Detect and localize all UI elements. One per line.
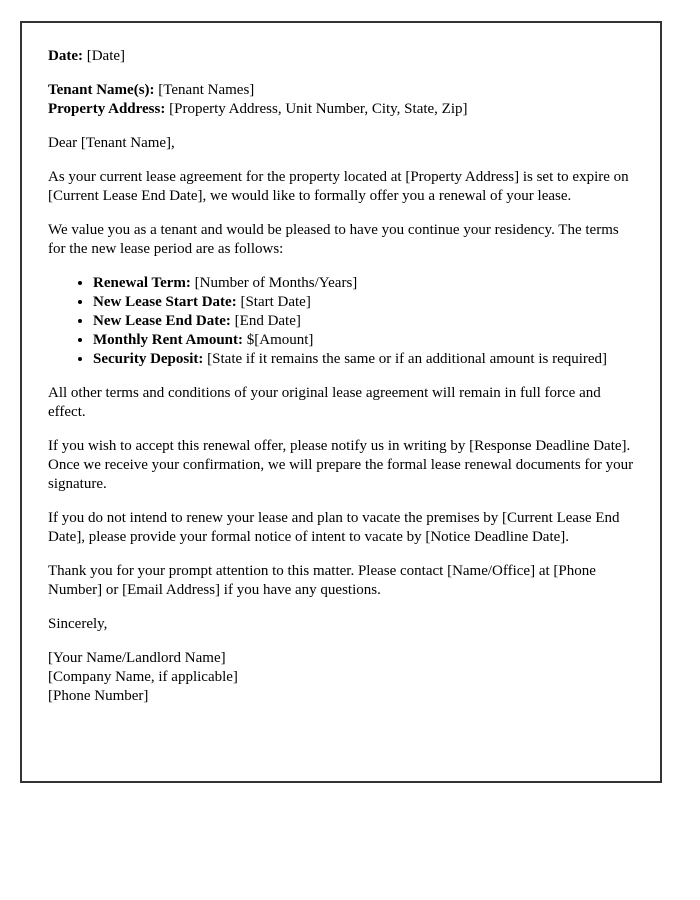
- signature-block: [48, 649, 634, 706]
- salutation: Dear [Tenant Name],: [48, 135, 175, 151]
- term-value: [State if it remains the same or if an additional amount is required]: [207, 351, 608, 367]
- lease-terms-list: [48, 274, 634, 369]
- signature-company: [Company Name, if applicable]: [48, 669, 238, 685]
- term-label: New Lease Start Date:: [93, 294, 237, 310]
- term-label: Monthly Rent Amount:: [93, 332, 244, 348]
- closing: Sincerely,: [48, 616, 108, 632]
- list-item-start-date: [93, 293, 634, 312]
- paragraph-intro: As your current lease agreement for the property located at [Property Address] is set to expire on [Current Lease End Date], we would like to formally offer you a renewal of your lease.: [48, 169, 629, 204]
- tenant-label: Tenant Name(s):: [48, 82, 155, 98]
- paragraph-value-tenant: We value you as a tenant and would be pleased to have you continue your residency. The terms for the new lease period are as follows:: [48, 222, 619, 257]
- list-item-security-deposit: [93, 350, 634, 369]
- date-value: [Date]: [86, 48, 126, 64]
- list-item-renewal-term: [93, 274, 634, 293]
- signature-phone: [Phone Number]: [48, 688, 149, 704]
- term-label: Security Deposit:: [93, 351, 204, 367]
- recipient-block: [48, 81, 634, 119]
- signature-name: [Your Name/Landlord Name]: [48, 650, 226, 666]
- property-address-value: [Property Address, Unit Number, City, State, Zip]: [169, 101, 468, 117]
- list-item-rent-amount: [93, 331, 634, 350]
- paragraph-other-terms: All other terms and conditions of your original lease agreement will remain in full force and effect.: [48, 385, 601, 420]
- date-line: [48, 47, 634, 66]
- property-address-label: Property Address:: [48, 101, 166, 117]
- paragraph-vacate: If you do not intend to renew your lease and plan to vacate the premises by [Current Lease End Date], please provide your formal notice of intent to vacate by [Notice Deadline Date].: [48, 510, 620, 545]
- list-item-end-date: [93, 312, 634, 331]
- term-label: Renewal Term:: [93, 275, 191, 291]
- paragraph-contact: Thank you for your prompt attention to this matter. Please contact [Name/Office] at [Phone Number] or [Email Address] if you have any questions.: [48, 563, 596, 598]
- date-label: Date:: [48, 48, 83, 64]
- term-value: [Start Date]: [240, 294, 311, 310]
- tenant-value: [Tenant Names]: [158, 82, 255, 98]
- term-value: $[Amount]: [246, 332, 314, 348]
- term-value: [Number of Months/Years]: [194, 275, 358, 291]
- letter-page: [20, 21, 662, 783]
- term-label: New Lease End Date:: [93, 313, 231, 329]
- paragraph-accept: If you wish to accept this renewal offer, please notify us in writing by [Response Deadline Date]. Once we receive your confirmation, we will prepare the formal lease renewal documents for your signature.: [48, 438, 634, 492]
- term-value: [End Date]: [234, 313, 301, 329]
